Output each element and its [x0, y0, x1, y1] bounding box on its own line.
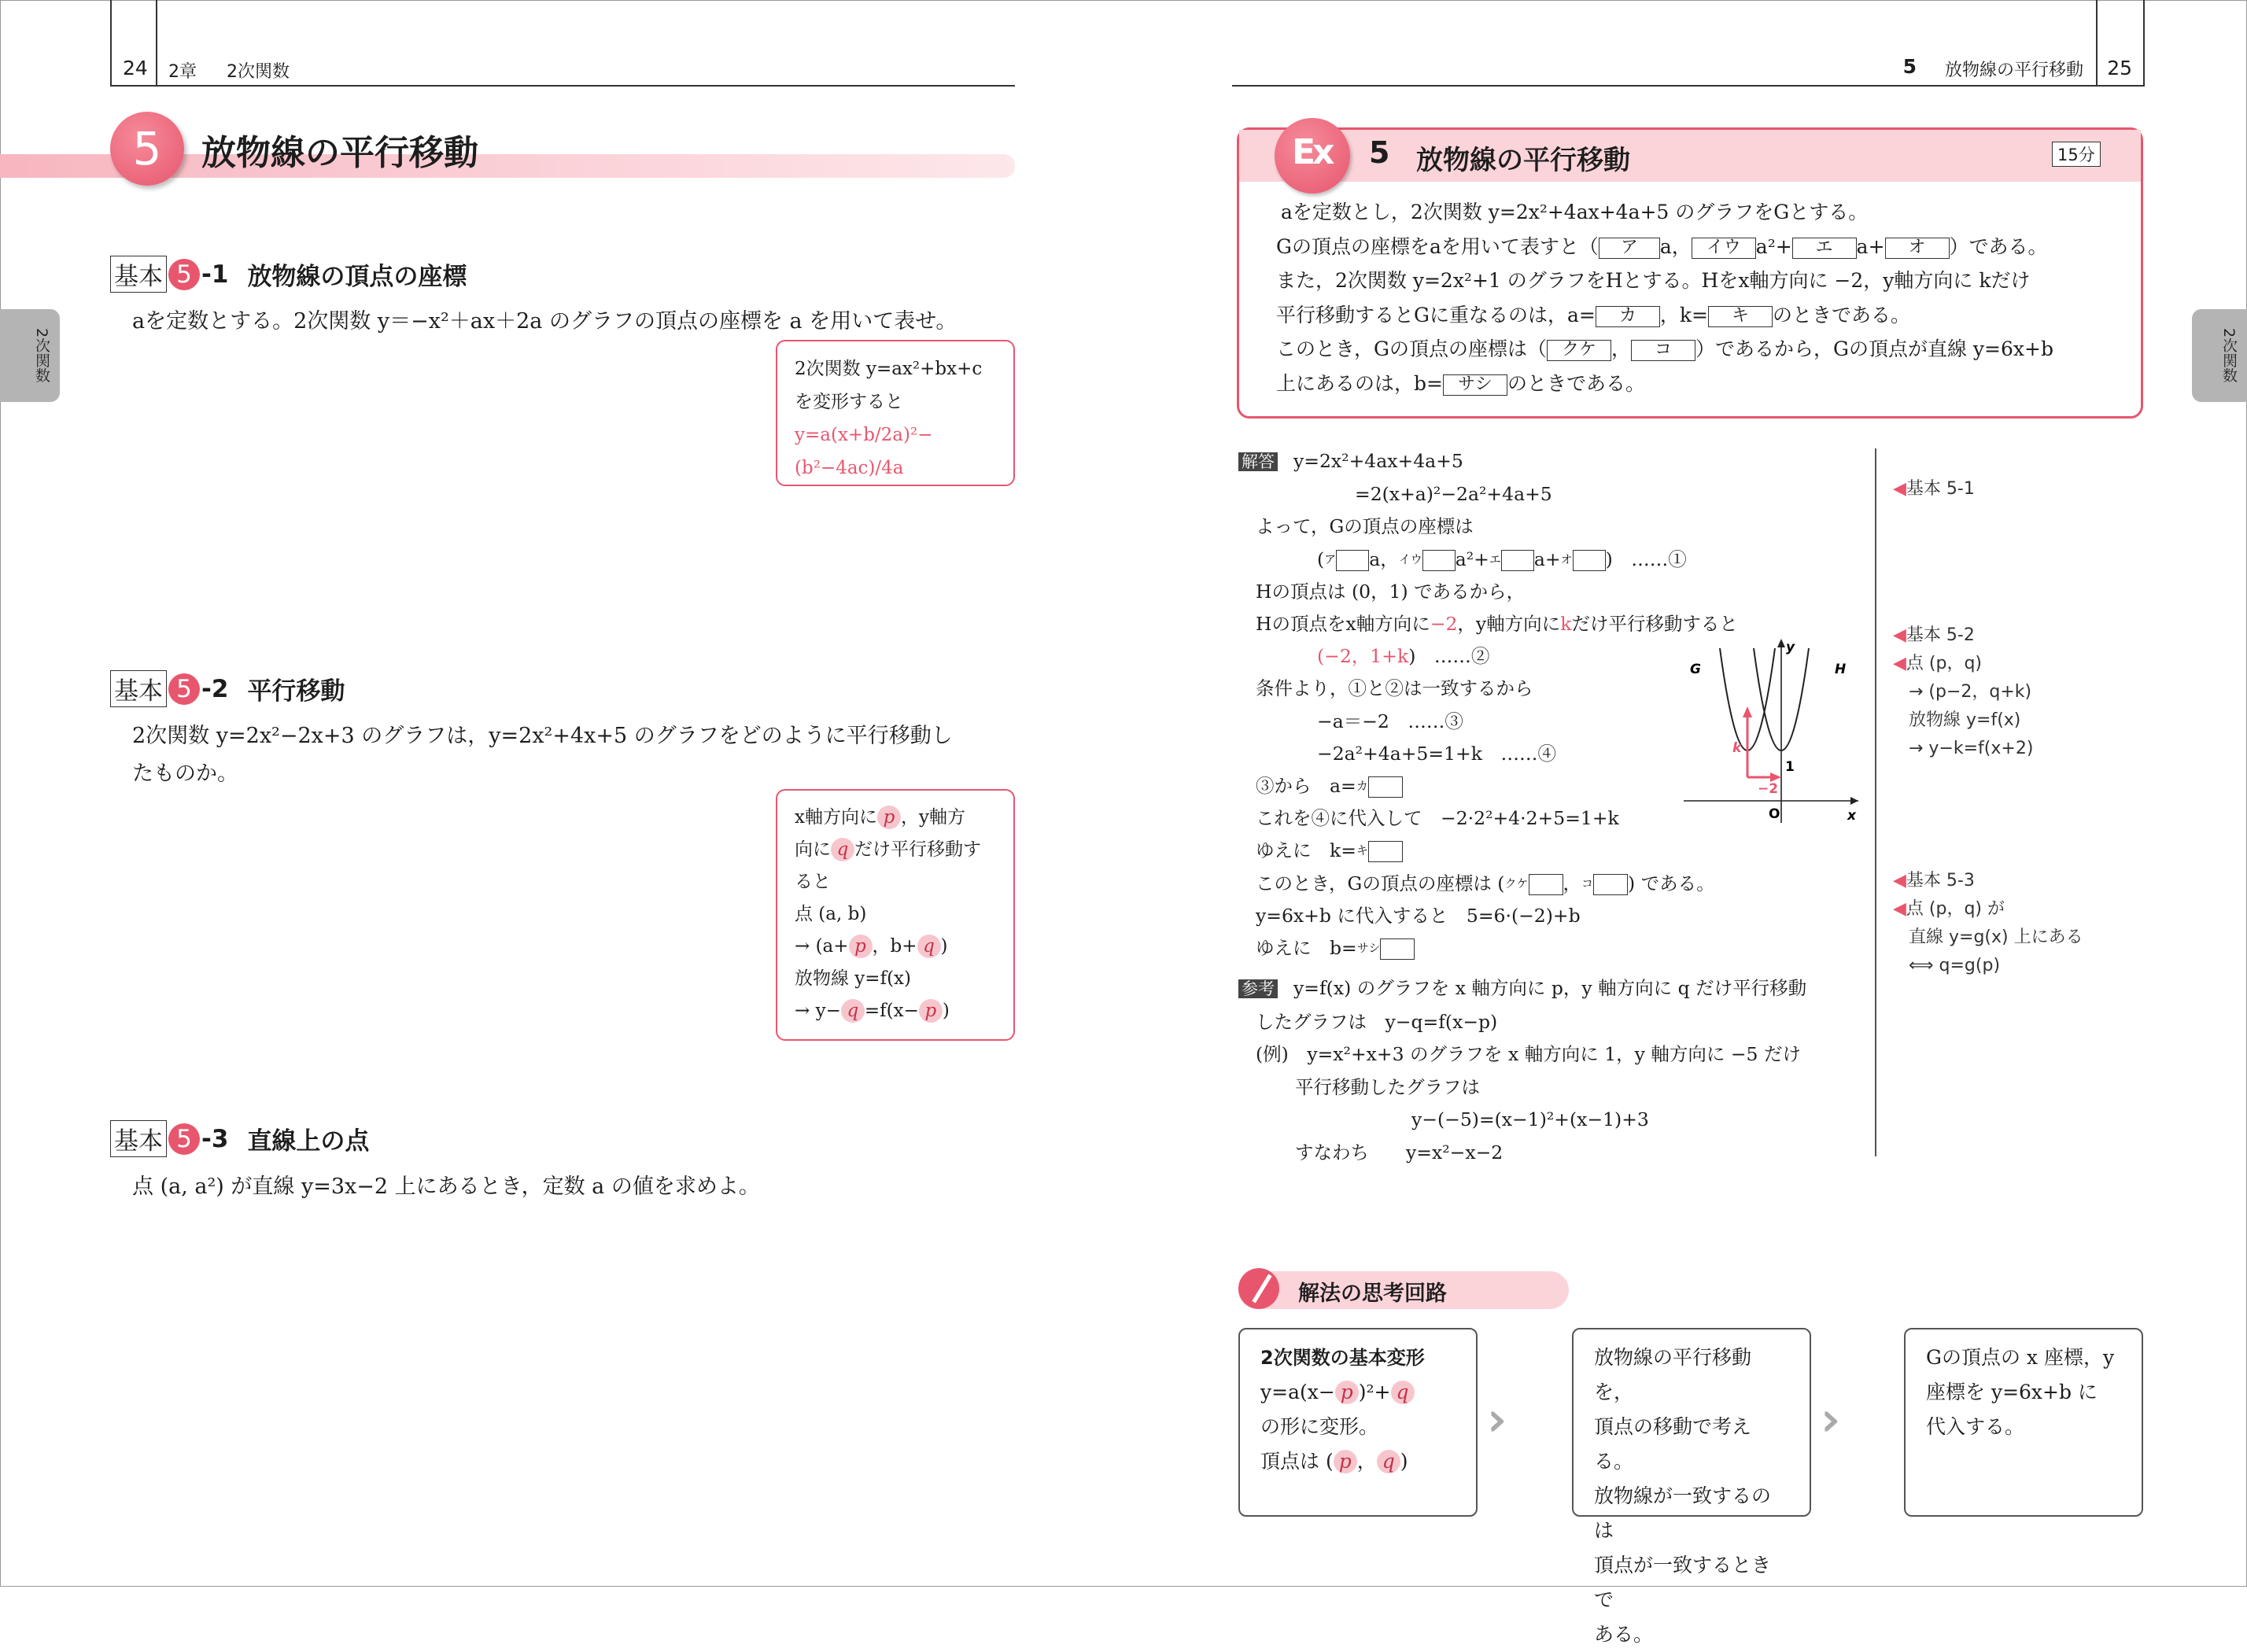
note-text: 直線 y=g(x) 上にある: [1909, 927, 2083, 947]
kihon-sub: -3: [201, 1124, 229, 1153]
kihon-title: 平行移動: [247, 677, 345, 706]
arrow-left-icon: ◀: [1893, 654, 1906, 673]
hint-text: x軸方向に: [795, 807, 877, 828]
flow-text: の形に変形。: [1260, 1415, 1379, 1438]
box-label: キ: [1356, 843, 1368, 858]
highlight-q: q: [1377, 1450, 1400, 1473]
highlight-p: p: [919, 999, 943, 1023]
flow-text: 代入する。: [1926, 1415, 2025, 1438]
flow-text: 頂点は (: [1260, 1450, 1334, 1473]
notes-divider: [1875, 448, 1876, 1156]
solution-text: a+: [1533, 548, 1561, 570]
flow-text: )²+: [1358, 1381, 1391, 1403]
side-notes: [1893, 475, 2129, 980]
answer-box-a[interactable]: ア: [1599, 238, 1660, 259]
answer-box-e[interactable]: エ: [1792, 238, 1857, 259]
parabola-graph: [1681, 637, 1861, 826]
blank-box: [1336, 550, 1369, 571]
right-section-number: 5: [1902, 55, 1917, 78]
note-text: 放物線 y=f(x): [1909, 710, 2021, 730]
blank-box: [1529, 874, 1563, 895]
chapter-title: 2次関数: [227, 62, 290, 82]
ex-text: のときである。: [1507, 371, 1645, 395]
solution-text: ，y軸方向に: [1457, 613, 1561, 636]
thinking-box-3: [1904, 1328, 2143, 1517]
solution-text: Hの頂点をx軸方向に: [1256, 613, 1430, 636]
note-text: 基本 5-3: [1906, 871, 1975, 891]
solution-text: ゆえに b=: [1256, 937, 1357, 960]
flow-text: ，: [1356, 1450, 1377, 1473]
note-ref-5-3: [1893, 867, 2129, 895]
hint-text: だけ平行移動す: [854, 839, 981, 860]
highlight-q: q: [841, 999, 865, 1023]
hint-text: → (a+: [795, 936, 849, 957]
solution-text: −2: [1430, 613, 1458, 636]
hint-text: ると: [795, 872, 831, 892]
box-label: ア: [1324, 551, 1337, 566]
kihon-title: 放物線の頂点の座標: [247, 263, 467, 291]
problem-line: 2次関数 y=2x²−2x+3 のグラフは，y=2x²+4x+5 のグラフをどのように平行移動し: [132, 724, 953, 748]
left-header: [110, 0, 1015, 87]
reference-line: したグラフは y−q=f(x−p): [1256, 1010, 1498, 1033]
kihon-5-2-problem: [132, 717, 953, 793]
box-label: コ: [1581, 876, 1594, 891]
solution-text: このとき，Gの頂点の座標は (: [1256, 872, 1505, 894]
answer-box-ko[interactable]: コ: [1631, 340, 1695, 361]
kihon-5-3-heading: [110, 1120, 369, 1157]
kihon-label: 基本: [110, 256, 167, 293]
hint-text: ，b+: [872, 936, 917, 957]
solution-text: ) である。: [1628, 872, 1715, 894]
highlight-p: p: [1335, 1381, 1359, 1404]
solution-text: だけ平行移動すると: [1571, 613, 1738, 636]
reference-block: [1238, 972, 1868, 1169]
thinking-box-2: [1572, 1328, 1811, 1646]
flow-text: 放物線の平行移動を，: [1594, 1346, 1752, 1403]
note-text: → (p−2，q+k): [1909, 682, 2032, 702]
solution-text: (−2，1+: [1317, 645, 1397, 668]
ex-line: aを定数とし，2次関数 y=2x²+4ax+4a+5 のグラフをGとする。: [1281, 201, 1869, 223]
arrow-left-icon: ◀: [1893, 479, 1906, 499]
flow-text: 頂点が一致するときで: [1594, 1554, 1772, 1611]
hint-text: =f(x−: [864, 1001, 919, 1021]
hint-text: → y−: [795, 1001, 841, 1021]
note-text: 点 (p，q): [1906, 654, 1983, 673]
kihon-sub: -2: [201, 674, 229, 703]
highlight-p: p: [849, 935, 873, 958]
reference-tag: 参考: [1238, 979, 1278, 998]
kihon-5-3-problem: 点 (a, a²) が直線 y=3x−2 上にあるとき，定数 a の値を求めよ。: [132, 1174, 760, 1199]
answer-box-kuke[interactable]: クケ: [1547, 340, 1611, 361]
hint-line: を変形すると: [795, 392, 903, 412]
section-title: 放物線の平行移動: [201, 133, 478, 173]
highlight-q: q: [1391, 1381, 1415, 1404]
ex-text: Gの頂点の座標をaを用いて表すと（: [1276, 234, 1599, 258]
solution-line: =2(x+a)²−2a²+4a+5: [1355, 483, 1552, 506]
solution-text: ，: [1563, 872, 1581, 894]
chapter-label: 2章: [168, 62, 197, 82]
hint-text: 向に: [795, 839, 831, 860]
kihon-number: 5: [168, 259, 200, 290]
arrow-left-icon: ◀: [1893, 899, 1906, 919]
blank-box: [1368, 841, 1403, 862]
ex-text: ，k=: [1659, 303, 1708, 326]
ex-badge: [1275, 118, 1350, 194]
answer-box-iu[interactable]: イウ: [1692, 238, 1756, 259]
thinking-title: 解法の思考回路: [1298, 1281, 1447, 1306]
note-ref-5-2: [1893, 621, 2129, 650]
answer-box-sashi[interactable]: サシ: [1443, 374, 1507, 396]
highlight-p: p: [877, 806, 901, 829]
ex-text: a，: [1659, 234, 1692, 258]
label-origin: O: [1769, 806, 1780, 822]
chevron-arrow-icon: ›››: [1821, 1392, 1824, 1446]
flow-text: 座標を y=6x+b に: [1926, 1381, 2098, 1403]
ex-text: のときである。: [1772, 303, 1910, 326]
hint-text: ): [940, 936, 948, 957]
right-header: [1232, 0, 2145, 87]
solution-line: これを④に代入して −2·2²+4·2+5=1+k: [1256, 807, 1619, 830]
label-y: y: [1786, 640, 1795, 655]
section-number-circle: 5: [110, 112, 184, 186]
label-k: k: [1732, 740, 1742, 756]
box-label: クケ: [1504, 876, 1529, 891]
solution-line: y=2x²+4ax+4a+5: [1293, 450, 1463, 472]
label-x: x: [1847, 808, 1856, 824]
ex-time: 15分: [2052, 142, 2101, 167]
solution-text: a²+: [1455, 548, 1489, 570]
flow-text: 放物線が一致するのは: [1594, 1484, 1772, 1542]
flow-text: ): [1400, 1450, 1408, 1473]
solution-text: (: [1317, 548, 1325, 570]
reference-line: すなわち y=x²−x−2: [1295, 1141, 1504, 1163]
ex-number: 5: [1369, 135, 1390, 170]
note-text: 基本 5-2: [1906, 625, 1975, 645]
kihon-sub: -1: [201, 260, 229, 289]
solution-text: ゆえに k=: [1256, 839, 1356, 862]
problem-line: たものか。: [132, 761, 238, 786]
solution-text: ) ……①: [1605, 548, 1687, 570]
kihon-5-1-heading: [110, 256, 467, 293]
solution-line: Hの頂点は (0，1) であるから，: [1256, 580, 1526, 603]
note-text: → y−k=f(x+2): [1909, 739, 2034, 758]
highlight-q: q: [831, 838, 854, 861]
solution-line: −a＝−2 ……③: [1317, 710, 1463, 732]
solution-line: −2a²+4a+5=1+k ……④: [1317, 742, 1556, 765]
note-text: 点 (p，q) が: [1906, 899, 2005, 919]
blank-box: [1422, 550, 1456, 571]
flow-text: ある。: [1594, 1623, 1654, 1646]
hint-formula: y=a(x+b/2a)²−(b²−4ac)/4a: [795, 425, 933, 478]
ex-text: 上にあるのは，b=: [1276, 371, 1443, 395]
label-minus2: −2: [1758, 781, 1779, 797]
box-label: エ: [1489, 551, 1501, 566]
box-label: サシ: [1356, 941, 1381, 956]
x-axis-arrow: [1850, 797, 1858, 805]
solution-text: ) ……②: [1408, 645, 1490, 668]
shift-up-arrow-head: [1743, 706, 1752, 717]
blank-box: [1573, 550, 1606, 571]
answer-box-o[interactable]: オ: [1885, 238, 1950, 259]
ex-text: このとき，Gの頂点の座標は（: [1276, 337, 1547, 360]
kihon-label: 基本: [110, 1120, 167, 1157]
hint-line: 2次関数 y=ax²+bx+c: [795, 359, 983, 379]
reference-line: y=f(x) のグラフを x 軸方向に p，y 軸方向に q だけ平行移動: [1293, 977, 1807, 999]
reference-line: 平行移動したグラフは: [1295, 1075, 1480, 1098]
kihon-title: 直線上の点: [247, 1127, 370, 1156]
reference-line: (例) y=x²+x+3 のグラフを x 軸方向に 1，y 軸方向に −5 だけ: [1256, 1043, 1801, 1065]
hint-text: 点 (a, b): [795, 904, 867, 924]
note-text: 基本 5-1: [1906, 479, 1975, 499]
ex-text: a²+: [1755, 234, 1792, 258]
thinking-box-1: [1238, 1328, 1478, 1517]
solution-text: k: [1397, 645, 1409, 668]
ex-problem: [1276, 195, 2126, 400]
box-label: オ: [1560, 551, 1573, 566]
blank-box: [1593, 874, 1628, 895]
reference-line: y−(−5)=(x−1)²+(x−1)+3: [1411, 1108, 1649, 1130]
hint-text: 放物線 y=f(x): [795, 968, 912, 989]
ex-text: 平行移動するとGに重なるのは，a=: [1276, 303, 1596, 326]
solution-text: a，: [1369, 548, 1399, 570]
ex-text: a+: [1856, 234, 1885, 258]
hint-text: ): [942, 1001, 950, 1021]
solution-line: y=6x+b に代入すると 5=6·(−2)+b: [1256, 904, 1581, 927]
blank-box: [1380, 938, 1415, 960]
flow-text: 頂点の移動で考える。: [1594, 1415, 1752, 1473]
kihon-5-1-problem: aを定数とする。2次関数 y＝−x²＋ax＋2a のグラフの頂点の座標を a を用いて表せ。: [132, 309, 957, 334]
ex-line: また，2次関数 y=2x²+1 のグラフをHとする。Hをx軸方向に −2，y軸方向に kだけ: [1276, 269, 2031, 292]
kihon-5-2-hint: [776, 789, 1015, 1041]
solution-line: よって，Gの頂点の座標は: [1256, 515, 1474, 538]
highlight-p: p: [1334, 1450, 1357, 1473]
flow-text: 2次関数の基本変形: [1260, 1347, 1425, 1369]
right-page-number: 25: [2107, 57, 2132, 79]
ex-title: 放物線の平行移動: [1416, 145, 1630, 176]
ex-text: ）であるから，Gの頂点が直線 y=6x+b: [1695, 337, 2053, 360]
blank-box: [1501, 550, 1534, 571]
flow-text: Gの頂点の x 座標，y: [1926, 1346, 2115, 1369]
kihon-label: 基本: [110, 670, 167, 707]
chevron-arrow-icon: ›››: [1487, 1392, 1490, 1446]
arrow-left-icon: ◀: [1893, 625, 1906, 645]
note-ref-5-1: [1893, 475, 2129, 503]
solution-text: ③から a=: [1256, 775, 1356, 798]
solution-line: 条件より，①と②は一致するから: [1256, 677, 1533, 700]
kihon-5-2-heading: [110, 670, 345, 707]
ex-text: ，: [1611, 337, 1631, 360]
answer-box-ki[interactable]: キ: [1708, 306, 1773, 327]
kihon-5-1-hint: [776, 340, 1015, 486]
kihon-number: 5: [168, 673, 200, 705]
label-one: 1: [1785, 759, 1795, 775]
ex-text: ）である。: [1949, 234, 2048, 258]
highlight-q: q: [917, 935, 941, 958]
kihon-number: 5: [168, 1123, 200, 1155]
hint-text: ，y軸方: [900, 807, 965, 828]
answer-box-ka[interactable]: カ: [1596, 306, 1660, 327]
blank-box: [1368, 776, 1403, 798]
solution-text: k: [1560, 613, 1572, 636]
side-tab-left[interactable]: 2次関数: [0, 309, 60, 402]
left-page-number: 24: [123, 57, 148, 79]
arrow-left-icon: ◀: [1893, 871, 1906, 891]
label-g: G: [1690, 662, 1701, 677]
right-section-title: 放物線の平行移動: [1944, 61, 2083, 80]
ex-badge-text: Ex: [1292, 132, 1332, 172]
side-tab-right[interactable]: 2次関数: [2192, 309, 2247, 402]
box-label: カ: [1356, 779, 1368, 794]
solution-tag: 解答: [1238, 452, 1278, 471]
label-h: H: [1835, 662, 1847, 677]
pencil-icon: [1237, 1262, 1281, 1311]
box-label: イウ: [1398, 551, 1422, 566]
flow-text: y=a(x−: [1260, 1381, 1335, 1403]
y-axis-arrow: [1777, 639, 1785, 647]
note-text: ⟺ q=g(p): [1909, 956, 2001, 975]
